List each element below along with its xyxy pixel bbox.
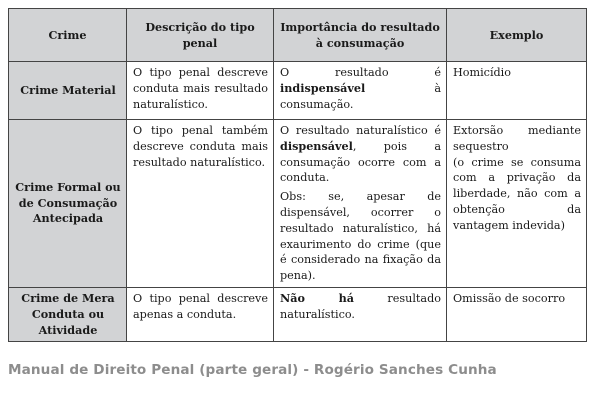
text-after: , pois a consumação ocorre com a conduta. [280, 139, 441, 185]
row-crime-mera-conduta: Crime de Mera Conduta ou Atividade [9, 287, 127, 341]
cell-exemplo [447, 120, 587, 288]
text-emphasis: Não há [280, 290, 355, 305]
cell-importancia [274, 287, 447, 341]
table-row [9, 120, 587, 288]
exemplo-main: Extorsão mediante sequestro [453, 124, 581, 153]
crime-classification-table [8, 8, 587, 342]
importancia-main [280, 123, 441, 186]
cell-exemplo: Homicídio [447, 62, 587, 120]
exemplo-note: (o crime se consuma com a privação da liberdade, não com a obtenção da vantagem indevida) [453, 155, 581, 232]
cell-importancia [274, 62, 447, 120]
source-caption: Manual de Direito Penal (parte geral) - Rogério Sanches Cunha [8, 362, 497, 378]
row-crime-formal: Crime Formal ou de Consumação Antecipada [9, 120, 127, 288]
table-row [9, 62, 587, 120]
cell-descricao: O tipo penal descreve conduta mais resultado naturalístico. [127, 62, 274, 120]
header-crime: Crime [9, 9, 127, 62]
header-row [9, 9, 587, 62]
cell-descricao: O tipo penal descreve apenas a conduta. [127, 287, 274, 341]
table-header [9, 9, 587, 62]
cell-exemplo: Omissão de socorro [447, 287, 587, 341]
text-before: O resultado naturalístico é [280, 124, 441, 137]
table-row [9, 287, 587, 341]
importancia-obs: Obs: se, apesar de dispensável, ocorrer o resultado naturalístico, há exaurimento do crime (que é considerado na fixação da pena). [280, 190, 441, 283]
text-after: resultado naturalístico. [280, 291, 441, 321]
text-emphasis: indispensável [280, 80, 366, 95]
header-exemplo: Exemplo [447, 9, 587, 62]
cell-descricao: O tipo penal também descreve conduta mais resultado naturalístico. [127, 120, 274, 288]
header-importancia: Importância do resultado à consumação [274, 9, 447, 62]
text-after: à consumação. [280, 81, 441, 111]
header-descricao: Descrição do tipo penal [127, 9, 274, 62]
text-before: O resultado é [280, 66, 441, 79]
table-body [9, 62, 587, 342]
text-emphasis: dispensável [280, 138, 353, 153]
cell-importancia [274, 120, 447, 288]
row-crime-material: Crime Material [9, 62, 127, 120]
